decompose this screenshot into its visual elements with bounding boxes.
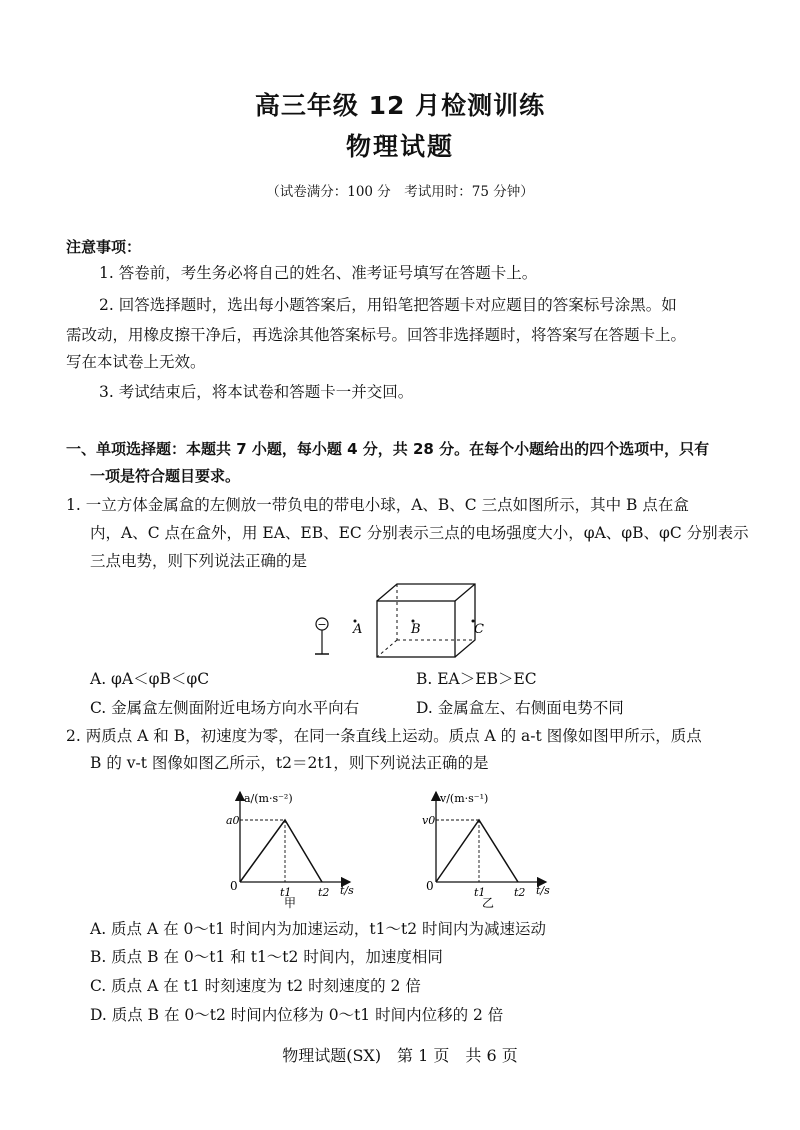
q1-option-d: D. 金属盒左、右侧面电势不同: [416, 699, 624, 717]
point-b-label: B: [411, 622, 421, 637]
point-a-label: A: [353, 622, 363, 637]
q2-stem-line-2: B 的 v-t 图像如图乙所示，t2＝2t1，则下列说法正确的是: [90, 754, 489, 772]
graph-yi-peak-label: v0: [422, 814, 436, 827]
q1-option-b: B. EA＞EB＞EC: [416, 670, 537, 688]
q1-stem-line-3: 三点电势，则下列说法正确的是: [90, 552, 308, 570]
section-1-heading-line-2: 一项是符合题目要求。: [90, 467, 241, 485]
q2-option-b: B. 质点 B 在 0～t1 和 t1～t2 时间内，加速度相同: [90, 948, 443, 966]
page-title: 高三年级 12 月检测训练: [254, 91, 546, 120]
graph-jia-curve: [240, 820, 322, 882]
point-c-label: C: [474, 622, 484, 637]
notes-heading: 注意事项：: [66, 238, 142, 256]
page-subtitle: 物理试题: [345, 132, 454, 161]
graph-yi-curve: [436, 820, 518, 882]
q2-option-a: A. 质点 A 在 0～t1 时间内为加速运动，t1～t2 时间内为减速运动: [90, 920, 547, 938]
page-footer: 物理试题(SX) 第 1 页 共 6 页: [282, 1046, 518, 1065]
q1-option-c: C. 金属盒左侧面附近电场方向水平向右: [90, 699, 360, 717]
q2-graph-jia: [218, 786, 368, 910]
graph-yi-xlabel: t/s: [536, 884, 550, 897]
notes-item-1: 1. 答卷前，考生务必将自己的姓名、准考证号填写在答题卡上。: [99, 264, 538, 282]
notes-item-3: 3. 考试结束后，将本试卷和答题卡一并交回。: [99, 383, 414, 401]
q2-option-c: C. 质点 A 在 t1 时刻速度为 t2 时刻速度的 2 倍: [90, 977, 421, 995]
q1-stem-line-1: 1. 一立方体金属盒的左侧放一带负电的带电小球，A、B、C 三点如图所示，其中 B 点在盒: [66, 496, 689, 514]
q1-figure-metal-box: [300, 580, 520, 670]
graph-jia-t1: t1: [280, 886, 292, 899]
graph-yi-ylabel: v/(m·s⁻¹): [440, 792, 489, 805]
graph-yi-caption: 乙: [482, 896, 495, 910]
q2-graph-yi: [412, 786, 562, 910]
exam-info: （试卷满分：100 分 考试用时：75 分钟）: [266, 184, 534, 200]
graph-jia-origin: 0: [230, 879, 238, 893]
graph-jia-ylabel: a/(m·s⁻²): [244, 792, 293, 805]
notes-item-2-line-2: 需改动，用橡皮擦干净后，再选涂其他答案标号。回答非选择题时，将答案写在答题卡上。: [66, 326, 687, 344]
q2-stem-line-1: 2. 两质点 A 和 B，初速度为零，在同一条直线上运动。质点 A 的 a-t 图像如图甲所示，质点: [66, 727, 702, 745]
graph-jia-peak-label: a0: [226, 814, 240, 827]
graph-jia-xlabel: t/s: [340, 884, 354, 897]
graph-yi-t1: t1: [474, 886, 486, 899]
graph-yi-origin: 0: [426, 879, 434, 893]
q1-stem-line-2: 内，A、C 点在盒外，用 EA、EB、EC 分别表示三点的电场强度大小，φA、φB、φC 分别表示: [90, 524, 749, 542]
metal-box-cube: [377, 584, 475, 657]
section-1-heading-line-1: 一、单项选择题：本题共 7 小题，每小题 4 分，共 28 分。在每个小题给出的四个选项中，只有: [66, 440, 710, 458]
graph-jia-caption: 甲: [284, 896, 297, 910]
graph-jia-t2: t2: [318, 886, 330, 899]
charge-sign: −: [317, 618, 327, 631]
q2-option-d: D. 质点 B 在 0～t2 时间内位移为 0～t1 时间内位移的 2 倍: [90, 1006, 504, 1024]
charged-ball-on-stand-icon: [315, 618, 329, 654]
notes-item-2-line-3: 写在本试卷上无效。: [66, 353, 206, 371]
q1-option-a: A. φA＜φB＜φC: [90, 670, 210, 688]
notes-item-2-line-1: 2. 回答选择题时，选出每小题答案后，用铅笔把答题卡对应题目的答案标号涂黑。如: [99, 296, 677, 314]
graph-yi-t2: t2: [514, 886, 526, 899]
